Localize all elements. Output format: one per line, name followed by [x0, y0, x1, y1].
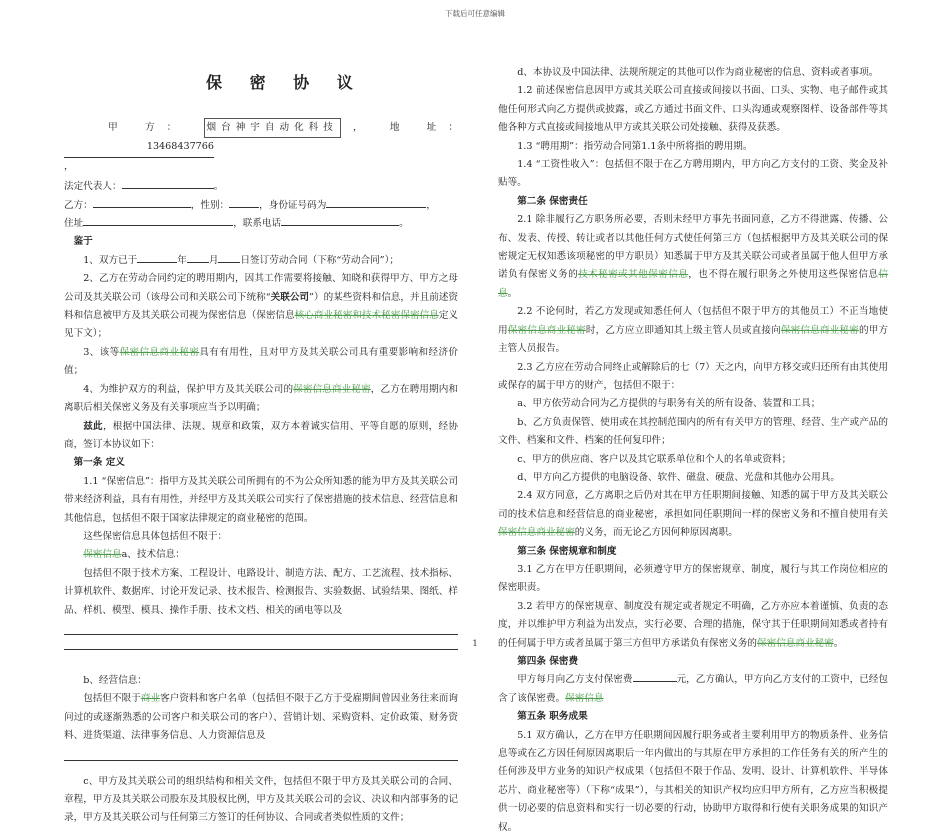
- party-a-name: 烟台神宇自动化科技: [204, 118, 341, 138]
- article-2-heading: 第二条 保密责任: [517, 195, 588, 207]
- recitals-heading: 鉴于: [73, 236, 93, 248]
- article-4-heading: 第四条 保密费: [517, 656, 579, 667]
- blank-line: [64, 620, 458, 635]
- page-number: 1: [472, 639, 478, 648]
- party-a-line: 甲 方： 烟台神宇自动化科技 ， 地 址： 13468437766: [64, 118, 458, 158]
- blank-line: [64, 746, 458, 761]
- legal-rep-label: 法定代表人：: [64, 181, 122, 193]
- left-column: 甲 方： 烟台神宇自动化科技 ， 地 址： 13468437766 ， 法定代表人： 。 乙方： ，性别： ，身份证号码为 ， 住址 ，联系电话 。 鉴于 1、双方已于 年 月 日签订劳动合同（下称“劳动合同”）； 2、乙方在劳动合同约定的聘用期内，因其工作需要将接触、知晓和获得甲方、甲方之母公司及其关联公司（该母公司和关联公司下统称“关联公司”）的某些资料和信息，并且前述资料和信息被甲方及其关联公司视为保密信息（保密信息核心商业秘密和技术秘密保密信息定义见下文）； 3、该等保密信息商业秘密具有有用性，且对甲方及其关联公司具有重要影响和经济价值； 4、为维护双方的利益，保护甲方及其关联公司的保密信息商业秘密，乙方在聘用期内和离职后相关保密义务及有关事项应当予以明确； 兹此，根据中国法律、法规、规章和政策，双方本着诚实信用、平等自愿的原则，经协商，签订本协议如下： 第一条 定义 1.1 “保密信息”：指甲方及其关联公司所拥有的不为公众所知悉的能为甲方及其关联公司带来经济利益，具有有用性，并经甲方及其关联公司实行了保密措施的技术信息、经营信息和其他信息，包括但不限于国家法律规定的商业秘密的范围。 这些保密信息具体包括但不限于： 保密信息a、技术信息： 包括但不限于技术方案、工程设计、电路设计、制造方法、配方、工艺流程、技术指标、计算机软件、数据库、讨论开发记录、技术报告、检测报告、实验数据、试验结果、图纸、样品、样机、模型、模具、操作手册、技术文档、相关的函电等以及 b、经营信息： 包括但不限于商业客户资料和客户名单（包括但不限于乙方于受雇期间曾因业务往来而询问过的或逐渐熟悉的公司客户和关联公司的客户）、营销计划、采购资料、定价政策、财务资料、进货渠道、法律事务信息、人力资源信息及 c、甲方及其关联公司的组织结构和相关文件，包括但不限于甲方及其关联公司的合同、章程，甲方及其关联公司股东及其股权比例，甲方及其关联公司的会议、决议和内部事务的记录，甲方及其关联公司与任何第三方签订的任何协议、合同或者类似性质的文件；: [64, 118, 458, 828]
- legal-rep-field: [122, 188, 214, 189]
- document-title: 保 密 协 议: [206, 73, 364, 92]
- right-column: d、本协议及中国法律、法规所规定的其他可以作为商业秘密的信息、资料或者事项。 1.2 前述保密信息因甲方或其关联公司直接或间接以书面、口头、实物、电子邮件或其他任何形式向乙方提供或披露，或乙方通过书面文件、口头沟通或观察图样、设备部件等其他各种方式直接或间接地从甲方或其关联公司处接触、获得及获悉。 1.3 “聘用期”：指劳动合同第1.1条中所将指的聘用期。 1.4 “工资性收入”：包括但不限于在乙方聘用期内，甲方向乙方支付的工资、奖金及补贴等。 第二条 保密责任 2.1 除非履行乙方职务所必要，否则未经甲方事先书面同意，乙方不得泄露、传播、公布、发表、传授、转让或者以其他任何方式使任何第三方（包括根据甲方及其关联公司的保密规定无权知悉该项秘密的甲方职员）知悉属于甲方及其关联公司或者虽属于他人但甲方承诺负有保密义务的技术秘密或其他保密信息，也不得在履行职务之外使用这些保密信息信息。 2.2 不论何时，若乙方发现或知悉任何人（包括但不限于甲方的其他员工）不正当地使用保密信息商业秘密时，乙方应立即通知其上级主管人员或直接向保密信息商业秘密的甲方主管人员报告。 2.3 乙方应在劳动合同终止或解除后的七（7）天之内，向甲方移交或归还所有由其使用或保存的属于甲方的财产，包括但不限于： a、甲方依劳动合同为乙方提供的与职务有关的所有设备、装置和工具； b、乙方负责保管、使用或在其控制范围内的所有有关甲方的管理、经营、生产或产品的文件、档案和文件、档案的任何复印件； c、甲方的供应商、客户以及其它联系单位和个人的名单或资料； d、甲方向乙方提供的电脑设备、软件、磁盘、硬盘、光盘和其他办公用具。 2.4 双方同意，乙方离职之后仍对其在甲方任职期间接触、知悉的属于甲方及其关联公司的技术信息和经营信息的商业秘密，承担如同任职期间一样的保密义务和不擅自使用有关保密信息商业秘密的义务，而无论乙方因何种原因离职。 第三条 保密规章和制度 3.1 乙方在甲方任职期间，必须遵守甲方的保密规章、制度，履行与其工作岗位相应的保密职责。 3.2 若甲方的保密规章、制度没有规定或者规定不明确，乙方亦应本着谨慎、负责的态度，并以维护甲方利益为出发点，实行必要、合理的措施，保守其于任职期间知悉或者持有的任何属于甲方或者虽属于第三方但甲方承诺负有保密义务的保密信息商业秘密。 第四条 保密费 甲方每月向乙方支付保密费 元，乙方确认，甲方向乙方支付的工资中，已经包含了该保密费。保密信息 第五条 职务成果 5.1 双方确认，乙方在甲方任职期间因履行职务或者主要利用甲方的物质条件、业务信息等或在乙方因任何原因离职后一年内做出的与其原在甲方承担的工作任务有关的所产生的任何涉及甲方业务的知识产权成果（包括但不限于作品、发明、设计、计算机软件、半导体芯片、商业秘密等）（下称“成果”），与其相关的知识产权均应归甲方所有，乙方应当积极提供一切必要的信息资料和实行一切必要的行动，协助甲方取得和行使有关职务成果的知识产权。: [498, 67, 889, 833]
- header-note: 下载后可任意编辑: [445, 9, 505, 18]
- article-5-heading: 第五条 职务成果: [517, 711, 588, 723]
- party-a-phone: 13468437766: [64, 138, 214, 157]
- article-1-heading: 第一条 定义: [73, 457, 125, 469]
- article-3-heading: 第三条 保密规章和制度: [517, 545, 617, 557]
